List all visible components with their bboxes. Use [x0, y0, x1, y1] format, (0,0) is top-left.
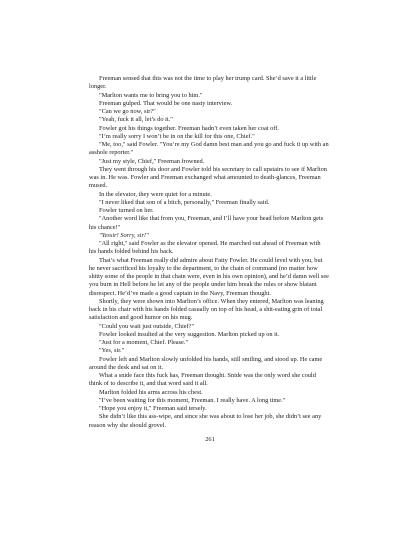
paragraph-20: Fowler looked insulted at the very suggestion. Marlton picked up on it. [99, 330, 280, 338]
paragraph-7: "I’m really sorry I won’t be in on the kill for this one, Chief." [99, 132, 255, 140]
paragraph-27: "Hope you enjoy it," Freeman said tersely. [99, 405, 207, 412]
paragraph-1: Freeman sensed that this was not the time to play her trump card. She’d save it a little longer. [89, 75, 317, 91]
paragraph-26: "I’ve been waiting for this moment, Freeman. I really have. A long time." [99, 396, 286, 404]
paragraph-15 [89, 232, 329, 240]
paragraph-13: Fowler turned on her. [99, 207, 154, 214]
paragraph-5: "Yeah, fuck it all, let’s do it." [99, 116, 173, 124]
paragraph-12: "I never liked that son of a bitch, personally," Freeman finally said. [99, 198, 270, 206]
paragraph-21: "Just for a moment, Chief. Please." [99, 339, 189, 346]
paragraph-4: "Can we go now, sir?" [99, 108, 156, 115]
paragraph-2: "Marlton wants me to bring you to him." [99, 91, 203, 99]
paragraph-16: "All right," said Fowler as the elevator opened. He marched out ahead of Freeman with his hands folded behind his back. [89, 240, 321, 256]
paragraph-22: "Yes, sir." [99, 347, 125, 355]
paragraph-19: "Could you wait just outside, Chief?" [99, 322, 195, 330]
paragraph-8: "Me, too," said Fowler. "You’re my God damn best man and you go and fuck it up with an asshole reporter." [89, 141, 329, 157]
paragraph-17: That’s what Freeman really did admire about Fatty Fowler. He could level with you, but he never sacrificed his loyalty to the department, to the chain of command (no matter how shitty some of the people in that chain were, even in his own opinion), and he’d damn well see you burn in Hell before he let any of the people under him break the rules or show blatant disrespect. He’d’ve made a good captain in the Navy, Freeman thought. [89, 256, 329, 297]
paragraph-28: She didn’t like this ass-wipe, and since she was about to lose her job, she didn’t see any reason why she should grovel. [89, 413, 322, 429]
body-text [89, 75, 329, 430]
italic-exclamation: "Yessir! Sorry, sir!" [99, 231, 149, 239]
paragraph-10: They went through his door and Fowler told his secretary to call upstairs to see if Marlton was in. He was. Fowler and Freeman exchanged what amounted to death-glances, Freeman mused. [89, 165, 327, 190]
paragraph-11: In the elevator, they were quiet for a minute. [99, 190, 212, 198]
paragraph-3: Freeman gulped. That would be one nasty interview. [99, 99, 233, 107]
paragraph-25: Marlton folded his arms across his chest. [99, 388, 203, 396]
paragraph-24: What a snide face this fuck has, Freeman thought. Snide was the only word she could think of to describe it, and that word said it all. [89, 372, 316, 388]
paragraph-6: Fowler got his things together. Freeman hadn’t even taken her coat off. [99, 124, 279, 132]
paragraph-14: "Another word like that from you, Freeman, and I’ll have your head before Marlton gets his chance!" [89, 215, 324, 231]
paragraph-23: Fowler left and Marlton slowly unfolded his hands, still smiling, and stood up. He came around the desk and sat on it. [89, 355, 323, 371]
page-number: 261 [205, 436, 215, 443]
paragraph-18: Shortly, they were shown into Marlton’s office. When they entered, Marlton was leaning back in his chair with his hands folded casually on top of his head, a shit-eating grin of total satisfaction and good humor on his mug. [89, 297, 324, 322]
paragraph-9: "Just my style, Chief," Freeman frowned. [99, 157, 205, 165]
